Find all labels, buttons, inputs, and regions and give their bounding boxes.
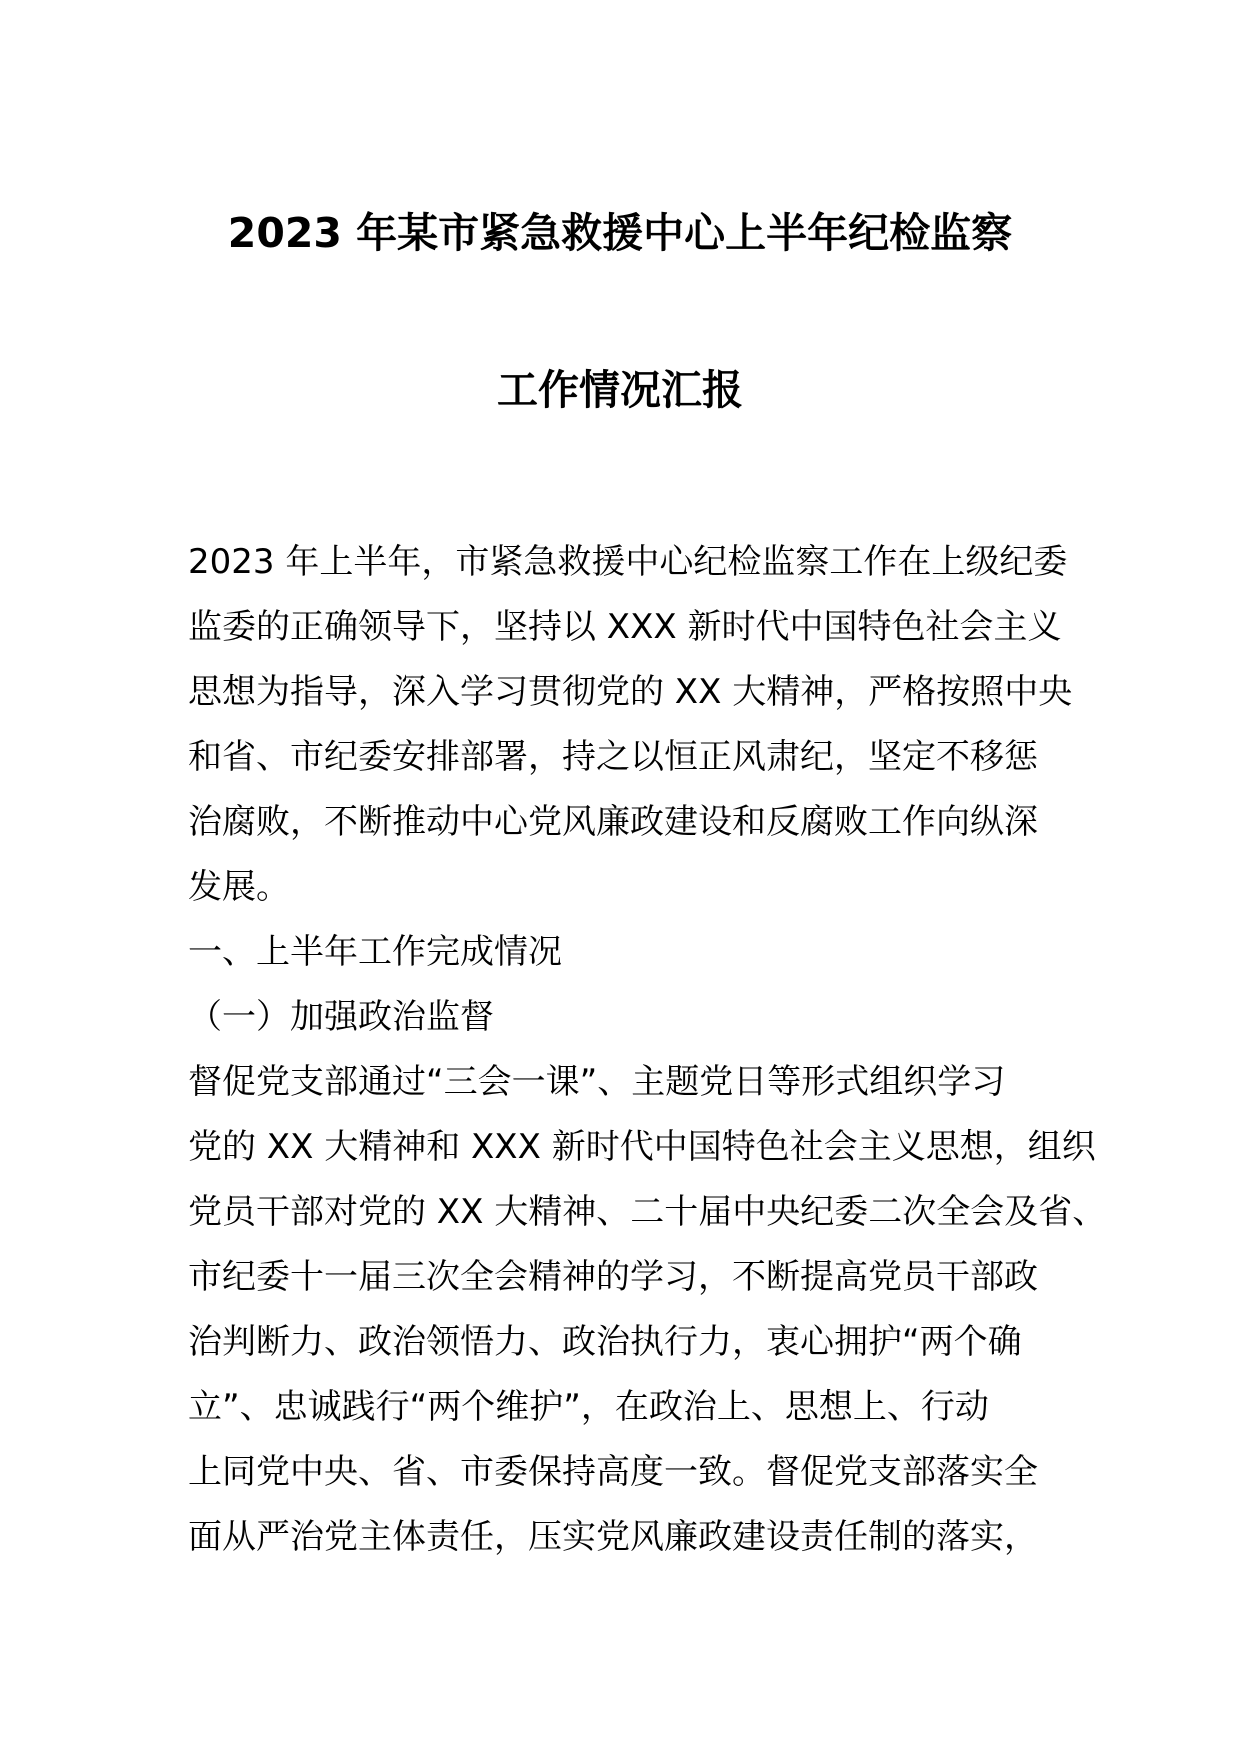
- paragraph-line: 上同党中央、省、市委保持高度一致。督促党支部落实全: [188, 1452, 1038, 1492]
- paragraph-line: 治腐败，不断推动中心党风廉政建设和反腐败工作向纵深: [188, 802, 1038, 842]
- paragraph-line: 市纪委十一届三次全会精神的学习，不断提高党员干部政: [188, 1257, 1038, 1297]
- paragraph-line: 立”、忠诚践行“两个维护”，在政治上、思想上、行动: [188, 1387, 989, 1427]
- paragraph-line: 监委的正确领导下，坚持以 XXX 新时代中国特色社会主义: [188, 607, 1062, 647]
- paragraph-line: 发展。: [188, 867, 290, 907]
- document-title-line-2: 工作情况汇报: [497, 366, 743, 414]
- paragraph-line: 思想为指导，深入学习贯彻党的 XX 大精神，严格按照中央: [188, 672, 1073, 712]
- paragraph-line: 治判断力、政治领悟力、政治执行力，衷心拥护“两个确: [188, 1322, 1022, 1362]
- paragraph-line: 督促党支部通过“三会一课”、主题党日等形式组织学习: [188, 1062, 1006, 1102]
- section-heading: 一、上半年工作完成情况: [188, 932, 562, 972]
- paragraph-line: 党的 XX 大精神和 XXX 新时代中国特色社会主义思想，组织: [188, 1127, 1096, 1167]
- paragraph-line: 面从严治党主体责任，压实党风廉政建设责任制的落实，: [188, 1517, 1038, 1557]
- paragraph-line: 2023 年上半年，市紧急救援中心纪检监察工作在上级纪委: [188, 542, 1068, 582]
- document-title-line-1: 2023 年某市紧急救援中心上半年纪检监察: [227, 209, 1013, 257]
- paragraph-line: 和省、市纪委安排部署，持之以恒正风肃纪，坚定不移惩: [188, 737, 1038, 777]
- subsection-heading: （一）加强政治监督: [188, 997, 494, 1037]
- paragraph-line: 党员干部对党的 XX 大精神、二十届中央纪委二次全会及省、: [188, 1192, 1107, 1232]
